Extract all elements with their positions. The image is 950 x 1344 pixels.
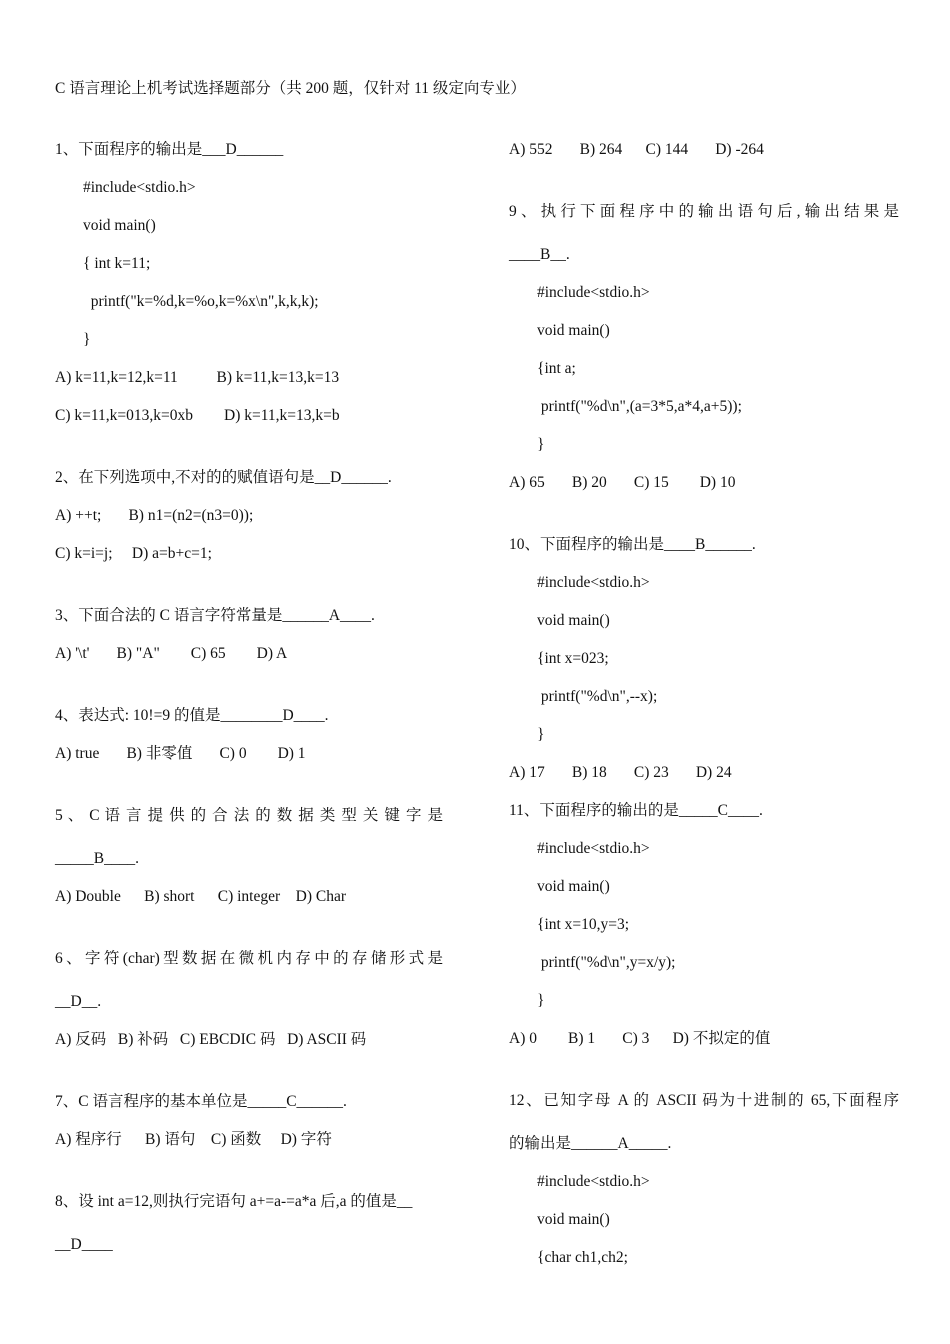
text-line: }	[537, 992, 545, 1009]
text-line: printf("%d\n",(a=3*5,a*4,a+5));	[537, 398, 742, 415]
spacer	[55, 441, 443, 465]
text-line: 2、在下列选项中,不对的的赋值语句是__D______.	[55, 469, 392, 486]
text-line: printf("k=%d,k=%o,k=%x\n",k,k,k);	[83, 293, 319, 310]
text-line: }	[537, 726, 545, 743]
spacer	[55, 579, 443, 603]
text-line: A) 程序行 B) 语句 C) 函数 D) 字符	[55, 1131, 332, 1148]
text-line: void main()	[537, 1211, 610, 1228]
right-column	[509, 137, 899, 1283]
text-line: 12、已知字母 A 的 ASCII 码为十进制的 65,下面程序	[509, 1092, 899, 1109]
text-line: 6、字符(char)型数据在微机内存中的存储形式是	[55, 950, 443, 967]
text-line: 5 、 C 语 言 提 供 的 合 法 的 数 据 类 型 关 键 字 是	[55, 807, 443, 824]
text-line: C) k=i=j; D) a=b+c=1;	[55, 545, 212, 562]
text-line: #include<stdio.h>	[537, 284, 650, 301]
text-line: printf("%d\n",--x);	[537, 688, 658, 705]
spacer	[55, 679, 443, 703]
text-line: 7、C 语言程序的基本单位是_____C______.	[55, 1093, 347, 1110]
text-line: {char ch1,ch2;	[537, 1249, 628, 1266]
spacer	[509, 1064, 899, 1088]
text-line: __D____	[55, 1236, 113, 1253]
spacer	[509, 508, 899, 532]
text-line: }	[537, 436, 545, 453]
text-line: A) Double B) short C) integer D) Char	[55, 888, 347, 905]
text-line: {int a;	[537, 360, 576, 377]
left-column	[55, 137, 443, 1270]
text-line: A) 0 B) 1 C) 3 D) 不拟定的值	[509, 1030, 771, 1047]
text-line: { int k=11;	[83, 255, 151, 272]
spacer	[509, 175, 899, 199]
text-line: A) true B) 非零值 C) 0 D) 1	[55, 745, 306, 762]
text-line: void main()	[537, 322, 610, 339]
text-line: A) ++t; B) n1=(n2=(n3=0));	[55, 507, 254, 524]
text-line: 9、执行下面程序中的输出语句后,输出结果是	[509, 203, 899, 220]
text-line: 8、设 int a=12,则执行完语句 a+=a-=a*a 后,a 的值是__	[55, 1193, 413, 1210]
text-line: 11、下面程序的输出的是_____C____.	[509, 802, 763, 819]
text-line: 4、表达式: 10!=9 的值是________D____.	[55, 707, 329, 724]
text-line: {int x=10,y=3;	[537, 916, 630, 933]
spacer	[55, 922, 443, 946]
text-line: A) 反码 B) 补码 C) EBCDIC 码 D) ASCII 码	[55, 1031, 367, 1048]
text-line: A) '\t' B) "A" C) 65 D) A	[55, 645, 288, 662]
text-line: void main()	[83, 217, 156, 234]
text-line: #include<stdio.h>	[537, 840, 650, 857]
text-line: printf("%d\n",y=x/y);	[537, 954, 676, 971]
text-line: 10、下面程序的输出是____B______.	[509, 536, 756, 553]
text-line: }	[83, 331, 91, 348]
text-line: #include<stdio.h>	[537, 574, 650, 591]
text-line: A) 65 B) 20 C) 15 D) 10	[509, 474, 736, 491]
text-line: __D__.	[55, 993, 102, 1010]
spacer	[55, 1165, 443, 1189]
text-line: A) k=11,k=12,k=11 B) k=11,k=13,k=13	[55, 369, 340, 386]
text-line: A) 17 B) 18 C) 23 D) 24	[509, 764, 732, 781]
text-line: _____B____.	[55, 850, 139, 867]
text-line: #include<stdio.h>	[537, 1173, 650, 1190]
text-line: {int x=023;	[537, 650, 609, 667]
spacer	[55, 1065, 443, 1089]
text-line: #include<stdio.h>	[83, 179, 196, 196]
text-line: C) k=11,k=013,k=0xb D) k=11,k=13,k=b	[55, 407, 340, 424]
spacer	[55, 779, 443, 803]
text-line: A) 552 B) 264 C) 144 D) -264	[509, 141, 764, 158]
text-line: void main()	[537, 878, 610, 895]
text-line: 1、下面程序的输出是___D______	[55, 141, 284, 158]
document-title: C 语言理论上机考试选择题部分（共 200 题，仅针对 11 级定向专业）	[55, 80, 526, 97]
text-line: void main()	[537, 612, 610, 629]
text-line: 的输出是______A_____.	[509, 1135, 672, 1152]
text-line: ____B__.	[509, 246, 570, 263]
text-line: 3、下面合法的 C 语言字符常量是______A____.	[55, 607, 375, 624]
